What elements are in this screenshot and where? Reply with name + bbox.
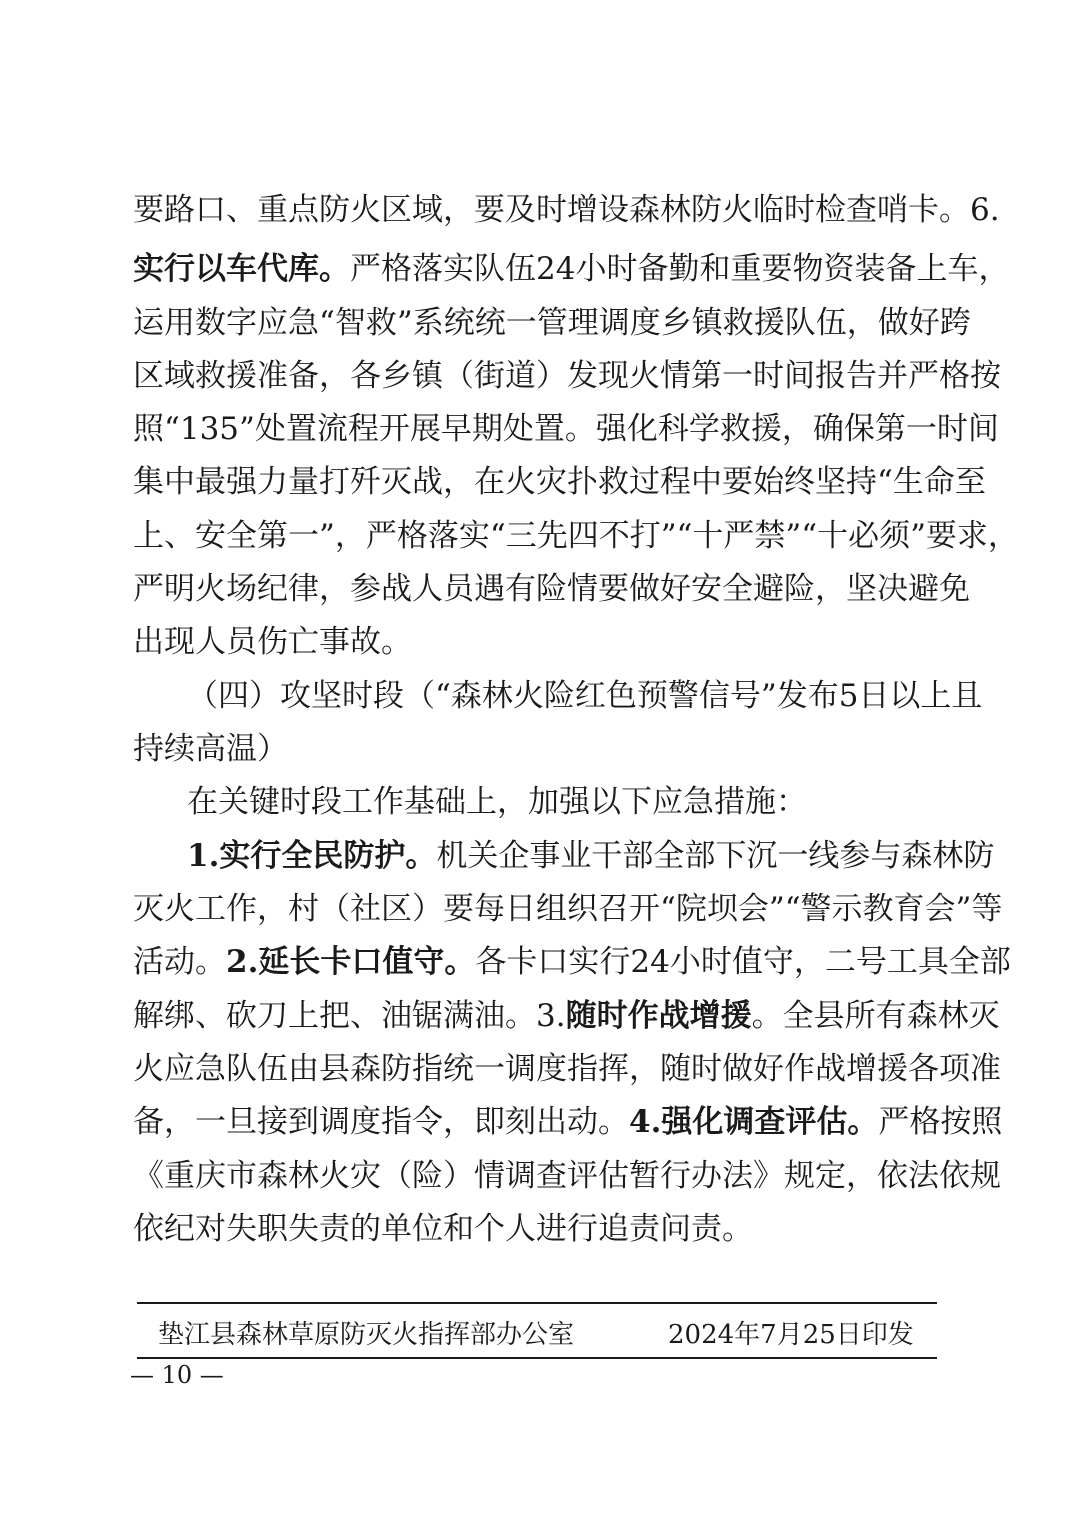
- body-line: 严明火场纪律，参战人员遇有险情要做好安全避险，坚决避免: [133, 571, 970, 607]
- body-line: [133, 996, 1000, 1036]
- text-run: 。全县所有森林灭: [751, 998, 1000, 1034]
- body-line: 照“135”处置流程开展早期处置。强化科学救援，确保第一时间: [133, 411, 999, 447]
- text-run: 解绑、砍刀上把、油锯满油。3.: [133, 998, 566, 1034]
- body-line: [133, 249, 1010, 289]
- body-line: 上、安全第一”，严格落实“三先四不打”“十严禁”“十必须”要求，: [133, 518, 1019, 554]
- bold-phrase: 2.延长卡口值守。: [226, 944, 476, 980]
- body-line: 区域救援准备，各乡镇（街道）发现火情第一时间报告并严格按: [133, 358, 1001, 394]
- body-line: [187, 836, 995, 876]
- footer-bottom-rule: [137, 1357, 937, 1359]
- bold-phrase: 1.实行全民防护。: [187, 838, 437, 874]
- footer-issuer: 垫江县森林草原防灭火指挥部办公室: [158, 1320, 575, 1350]
- intro-line: 在关键时段工作基础上，加强以下应急措施：: [187, 784, 807, 820]
- section-heading: 持续高温）: [133, 731, 288, 767]
- body-line: 依纪对失职失责的单位和个人进行追责问责。: [133, 1211, 753, 1247]
- text-run: 机关企事业干部全部下沉一线参与森林防: [436, 838, 995, 874]
- text-run: 备，一旦接到调度指令，即刻出动。: [133, 1104, 629, 1140]
- bold-phrase: 随时作战增援: [565, 998, 752, 1034]
- bold-phrase: 4.强化调查评估。: [629, 1104, 879, 1140]
- text-run: 各卡口实行24小时值守，二号工具全部: [475, 944, 1011, 980]
- footer-issue-date: 2024年7月25日印发: [668, 1320, 914, 1350]
- body-line: 运用数字应急“智救”系统统一管理调度乡镇救援队伍，做好跨: [133, 305, 971, 341]
- footer-top-rule: [137, 1302, 937, 1304]
- body-line: [133, 942, 1011, 982]
- body-line: 火应急队伍由县森防指统一调度指挥，随时做好作战增援各项准: [133, 1051, 1001, 1087]
- body-line: 要路口、重点防火区域，要及时增设森林防火临时检查哨卡。6.: [133, 192, 1000, 228]
- body-line: 灭火工作，村（社区）要每日组织召开“院坝会”“警示教育会”等: [133, 891, 1003, 927]
- body-line: 出现人员伤亡事故。: [133, 624, 412, 660]
- page-number: — 10 —: [130, 1361, 224, 1389]
- body-line: 集中最强力量打歼灭战，在火灾扑救过程中要始终坚持“生命至: [133, 464, 986, 500]
- bold-phrase: 实行以车代库。: [133, 251, 350, 287]
- text-run: 严格按照: [878, 1104, 1003, 1140]
- body-line: [133, 1102, 1003, 1142]
- body-line: 《重庆市森林火灾（险）情调查评估暂行办法》规定，依法依规: [133, 1158, 1001, 1194]
- text-run: 严格落实队伍24小时备勤和重要物资装备上车，: [350, 251, 1010, 287]
- section-heading: （四）攻坚时段（“森林火险红色预警信号”发布5日以上且: [187, 678, 983, 714]
- text-run: 活动。: [133, 944, 226, 980]
